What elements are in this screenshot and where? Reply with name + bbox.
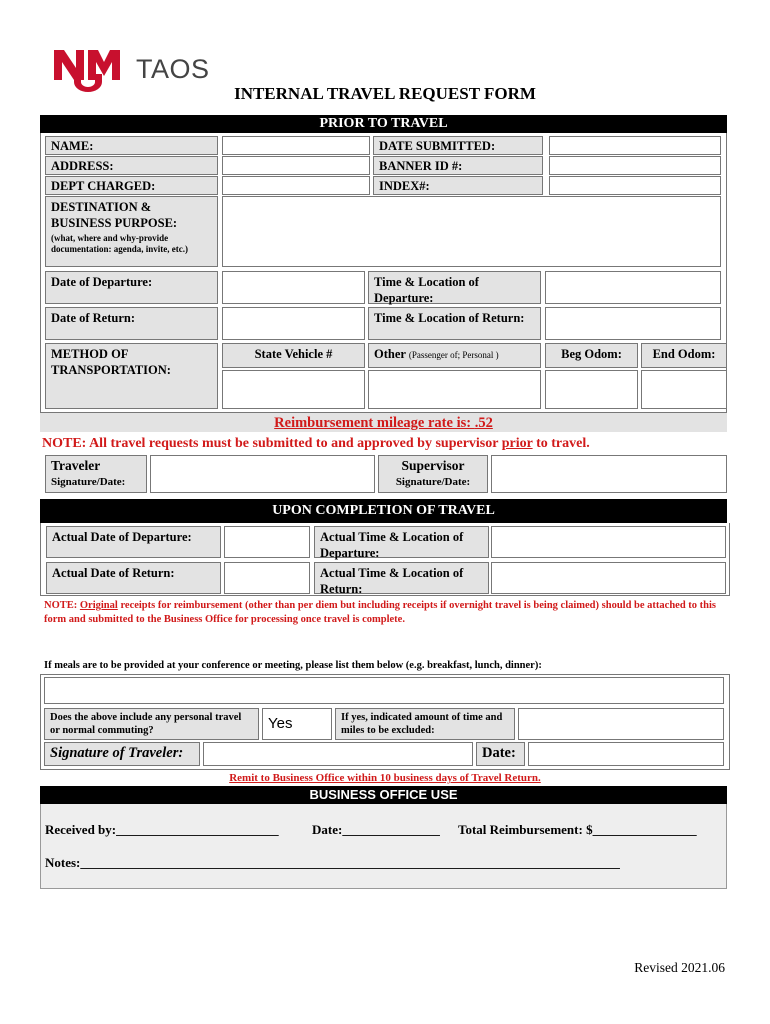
name-field[interactable] <box>222 136 370 155</box>
state-vehicle-field[interactable] <box>222 370 365 409</box>
office-heading: BUSINESS OFFICE USE <box>40 786 727 804</box>
signature-of-traveler-label: Signature of Traveler: <box>44 742 200 766</box>
office-date: Date:_______________ <box>312 822 440 837</box>
supervisor-label: Supervisor <box>401 458 465 473</box>
dept-charged-label: DEPT CHARGED: <box>45 176 218 195</box>
return-time-field[interactable] <box>545 307 721 340</box>
banner-id-field[interactable] <box>549 156 721 175</box>
completion-heading: UPON COMPLETION OF TRAVEL <box>40 499 727 523</box>
total-reimbursement: Total Reimbursement: $________________ <box>458 822 697 837</box>
supervisor-sig-field[interactable] <box>491 455 727 493</box>
revised-date: Revised 2021.06 <box>634 960 725 975</box>
index-field[interactable] <box>549 176 721 195</box>
actual-time-return-field[interactable] <box>491 562 726 594</box>
signature-date-field[interactable] <box>528 742 724 766</box>
personal-travel-label: Does the above include any personal travel or normal commuting? <box>44 708 259 740</box>
return-date-label: Date of Return: <box>45 307 218 340</box>
actual-time-departure-field[interactable] <box>491 526 726 558</box>
purpose-line: BUSINESS PURPOSE: <box>51 216 178 230</box>
signature-date-label: Date: <box>476 742 525 766</box>
other-field[interactable] <box>368 370 541 409</box>
personal-travel-field[interactable]: Yes <box>262 708 332 740</box>
destination-field[interactable] <box>222 196 721 267</box>
form-title: INTERNAL TRAVEL REQUEST FORM <box>234 84 536 103</box>
remit-note: Remit to Business Office within 10 business days of Travel Return. <box>229 772 541 784</box>
traveler-label: Traveler <box>51 458 101 473</box>
mileage-prefix: Reimbursement mileage rate is: <box>274 415 475 431</box>
logo-campus: TAOS <box>136 54 210 84</box>
actual-departure-label: Actual Date of Departure: <box>46 526 221 558</box>
actual-departure-field[interactable] <box>224 526 310 558</box>
beg-odom-label: Beg Odom: <box>545 343 638 368</box>
prior-note-prior: prior <box>501 436 533 451</box>
return-time-label: Time & Location of Return: <box>368 307 541 340</box>
excluded-field[interactable] <box>518 708 724 740</box>
traveler-sig-field[interactable] <box>150 455 375 493</box>
other-label <box>368 343 541 368</box>
destination-note: (what, where and why-provide documentation: agenda, invite, etc.) <box>51 233 188 254</box>
state-vehicle-label: State Vehicle # <box>222 343 365 368</box>
traveler-sig-date-label: Signature/Date: <box>51 476 126 488</box>
prior-note-prefix: NOTE: All travel requests must be submitted to and approved by supervisor <box>42 436 502 451</box>
departure-date-label: Date of Departure: <box>45 271 218 304</box>
prior-note <box>42 435 732 453</box>
mileage-rate: .52 <box>474 415 493 431</box>
receipts-note-original: Original <box>79 600 118 611</box>
end-odom-field[interactable] <box>641 370 727 409</box>
office-notes: Notes:___________________________________________________________________________________ <box>45 855 620 870</box>
end-odom-label: End Odom: <box>641 343 727 368</box>
prior-heading: PRIOR TO TRAVEL <box>40 115 727 133</box>
unm-logo-icon <box>52 44 130 98</box>
index-label: INDEX#: <box>373 176 543 195</box>
actual-return-field[interactable] <box>224 562 310 594</box>
other-label-text: Other <box>374 347 406 361</box>
destination-label <box>45 196 218 267</box>
departure-date-field[interactable] <box>222 271 365 304</box>
actual-time-departure-label: Actual Time & Location of Departure: <box>314 526 489 558</box>
office-section <box>40 804 727 889</box>
date-submitted-field[interactable] <box>549 136 721 155</box>
method-label: METHOD OF TRANSPORTATION: <box>45 343 218 409</box>
receipts-note-suffix: receipts for reimbursement (other than per diem but including receipts if overnight travel is being claimed) should be attached to this form and submitted to the Business Office for processing once travel is complete. <box>44 600 716 625</box>
supervisor-sig-date-label: Signature/Date: <box>395 476 471 488</box>
date-submitted-label: DATE SUBMITTED: <box>373 136 543 155</box>
destination-line1: DESTINATION & <box>51 200 152 214</box>
actual-return-label: Actual Date of Return: <box>46 562 221 594</box>
signature-of-traveler-field[interactable] <box>203 742 473 766</box>
dept-charged-field[interactable] <box>222 176 370 195</box>
excluded-label: If yes, indicated amount of time and miles to be excluded: <box>335 708 515 740</box>
receipts-note <box>44 599 734 627</box>
receipts-note-prefix: NOTE: <box>44 600 80 611</box>
address-field[interactable] <box>222 156 370 175</box>
meals-field[interactable] <box>44 677 724 704</box>
traveler-sig-label <box>45 455 147 493</box>
name-label: NAME: <box>45 136 218 155</box>
return-date-field[interactable] <box>222 307 365 340</box>
mileage-rate-bar <box>40 412 727 432</box>
other-note: (Passenger of; Personal ) <box>408 350 499 360</box>
address-label: ADDRESS: <box>45 156 218 175</box>
banner-id-label: BANNER ID #: <box>373 156 543 175</box>
meals-prompt: If meals are to be provided at your conference or meeting, please list them below (e.g. breakfast, lunch, dinner): <box>44 660 542 671</box>
beg-odom-field[interactable] <box>545 370 638 409</box>
supervisor-sig-label <box>378 455 488 493</box>
departure-time-label: Time & Location of Departure: <box>368 271 541 304</box>
prior-note-suffix: to travel. <box>532 436 590 451</box>
actual-time-return-label: Actual Time & Location of Return: <box>314 562 489 594</box>
received-by: Received by:_________________________ <box>45 822 279 837</box>
departure-time-field[interactable] <box>545 271 721 304</box>
